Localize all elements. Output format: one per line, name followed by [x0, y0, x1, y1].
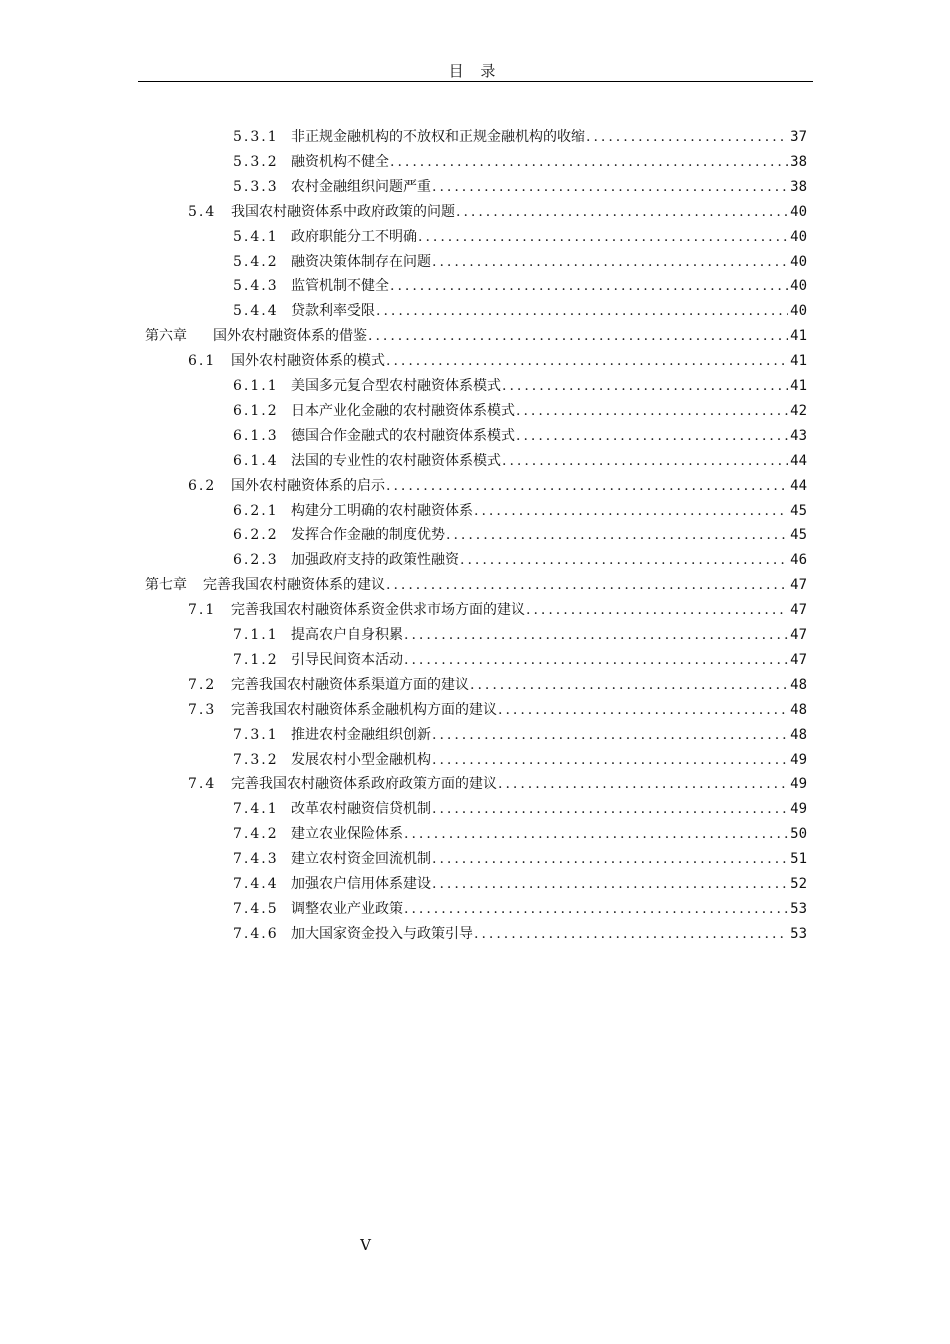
toc-dot-leader	[460, 549, 788, 571]
toc-entry-title: 提高农户自身积累	[291, 627, 403, 643]
toc-entry-title: 加大国家资金投入与政策引导	[291, 925, 473, 942]
toc-entry[interactable]	[233, 375, 807, 397]
toc-entry-number: 6.2.3	[233, 552, 279, 569]
toc-entry-number: 6.2.2	[233, 527, 279, 544]
toc-dot-leader	[474, 500, 788, 522]
toc-entry-number: 6.2	[188, 477, 217, 494]
toc-entry-number: 7.4.6	[233, 925, 279, 942]
toc-entry-number: 7.3	[188, 701, 217, 718]
toc-entry-number: 7.4.3	[233, 851, 279, 868]
toc-entry-title: 美国多元复合型农村融资体系模式	[291, 378, 501, 394]
toc-entry-number: 7.3.1	[233, 726, 279, 743]
toc-entry[interactable]	[233, 275, 807, 297]
toc-entry-page: 41	[790, 378, 807, 394]
toc-entry-title: 政府职能分工不明确	[291, 228, 417, 245]
toc-entry-number: 7.4.2	[233, 826, 279, 843]
toc-entry[interactable]	[145, 574, 807, 596]
toc-entry-number: 5.4.4	[233, 303, 279, 320]
toc-entry[interactable]	[233, 151, 807, 173]
toc-entry-page: 47	[790, 577, 807, 594]
toc-entry-number: 6.1.4	[233, 452, 279, 469]
toc-entry-title: 调整农业产业政策	[291, 900, 403, 917]
toc-entry-number: 6.1.2	[233, 402, 279, 419]
toc-entry-page: 49	[790, 801, 807, 818]
toc-entry[interactable]	[233, 749, 807, 771]
toc-entry-title: 融资机构不健全	[291, 153, 389, 170]
toc-entry-number: 7.4.5	[233, 900, 279, 917]
toc-dot-leader	[390, 151, 788, 173]
toc-entry-title: 发展农村小型金融机构	[291, 751, 431, 768]
toc-dot-leader	[526, 599, 788, 621]
toc-dot-leader	[432, 798, 788, 820]
toc-entry[interactable]	[188, 350, 807, 372]
toc-entry-page: 44	[790, 477, 807, 494]
toc-entry-title: 推进农村金融组织创新	[291, 726, 431, 743]
toc-entry-page: 41	[790, 328, 807, 345]
toc-dot-leader	[432, 848, 788, 870]
toc-entry-title: 建立农村资金回流机制	[291, 851, 431, 868]
toc-entry-number: 6.1.1	[233, 378, 279, 394]
toc-entry-title: 加强农户信用体系建设	[291, 876, 431, 892]
toc-entry-title: 农村金融组织问题严重	[291, 178, 431, 195]
toc-entry-title: 发挥合作金融的制度优势	[291, 527, 445, 544]
toc-entry-number: 5.4	[188, 203, 217, 220]
toc-entry-page: 40	[790, 278, 807, 295]
toc-entry-title: 日本产业化金融的农村融资体系模式	[291, 402, 515, 419]
toc-dot-leader	[446, 524, 788, 546]
toc-entry-title: 建立农业保险体系	[291, 826, 403, 843]
toc-entry-title: 融资决策体制存在问题	[291, 253, 431, 270]
toc-entry-number: 5.4.1	[233, 228, 279, 245]
toc-entry-page: 40	[790, 228, 807, 245]
toc-dot-leader	[432, 176, 788, 198]
toc-entry-number: 7.3.2	[233, 751, 279, 768]
toc-entry[interactable]	[233, 873, 807, 895]
toc-entry[interactable]	[233, 226, 807, 248]
toc-dot-leader	[432, 873, 788, 895]
toc-dot-leader	[516, 400, 788, 422]
toc-entry-page: 47	[790, 627, 807, 643]
toc-entry[interactable]	[233, 848, 807, 870]
toc-entry-page: 48	[790, 726, 807, 743]
toc-entry-page: 52	[790, 876, 807, 892]
toc-entry[interactable]	[188, 201, 807, 223]
toc-entry-page: 47	[790, 651, 807, 668]
toc-entry-title: 构建分工明确的农村融资体系	[291, 502, 473, 519]
toc-dot-leader	[368, 325, 788, 347]
toc-entry-page: 45	[790, 527, 807, 544]
toc-dot-leader	[432, 251, 788, 273]
toc-entry-number: 6.2.1	[233, 502, 279, 519]
toc-entry[interactable]	[233, 251, 807, 273]
toc-entry-title: 非正规金融机构的不放权和正规金融机构的收缩	[291, 129, 585, 145]
toc-entry[interactable]	[233, 450, 807, 472]
toc-entry-number: 5.4.2	[233, 253, 279, 270]
toc-entry-number: 第六章	[145, 328, 187, 345]
toc-entry-title: 加强政府支持的政策性融资	[291, 552, 459, 569]
toc-entry[interactable]	[233, 176, 807, 198]
toc-entry-number: 7.1.1	[233, 627, 279, 643]
toc-entry-page: 53	[790, 900, 807, 917]
toc-dot-leader	[404, 649, 788, 671]
toc-entry-title: 监管机制不健全	[291, 278, 389, 295]
toc-entry-page: 46	[790, 552, 807, 569]
toc-dot-leader	[404, 823, 788, 845]
toc-entry-title: 国外农村融资体系的借鉴	[213, 328, 367, 345]
toc-entry-number: 7.4.4	[233, 876, 279, 892]
toc-entry[interactable]	[233, 923, 807, 945]
toc-dot-leader	[404, 898, 788, 920]
toc-dot-leader	[386, 350, 788, 372]
toc-entry-title: 法国的专业性的农村融资体系模式	[291, 452, 501, 469]
toc-entry[interactable]	[188, 699, 807, 721]
toc-entry[interactable]	[233, 500, 807, 522]
toc-entry[interactable]	[233, 524, 807, 546]
toc-dot-leader	[386, 574, 788, 596]
toc-entry-page: 40	[790, 303, 807, 320]
toc-entry[interactable]	[233, 798, 807, 820]
toc-entry-title: 我国农村融资体系中政府政策的问题	[231, 203, 455, 220]
toc-entry[interactable]	[233, 126, 807, 148]
toc-entry[interactable]	[233, 400, 807, 422]
toc-dot-leader	[404, 624, 788, 646]
toc-dot-leader	[502, 450, 788, 472]
toc-dot-leader	[502, 375, 788, 397]
toc-entry-number: 5.3.1	[233, 129, 279, 145]
toc-dot-leader	[390, 275, 788, 297]
toc-entry-number: 7.4	[188, 776, 217, 793]
toc-entry-number: 6.1	[188, 353, 217, 370]
toc-entry-title: 完善我国农村融资体系金融机构方面的建议	[231, 701, 497, 718]
toc-entry-title: 完善我国农村融资体系渠道方面的建议	[231, 676, 469, 693]
toc-entry-title: 国外农村融资体系的模式	[231, 353, 385, 370]
toc-dot-leader	[470, 674, 788, 696]
toc-entry-page: 38	[790, 178, 807, 195]
toc-entry-number: 7.1	[188, 602, 217, 619]
toc-entry-page: 48	[790, 676, 807, 693]
toc-entry-number: 5.4.3	[233, 278, 279, 295]
toc-entry-page: 42	[790, 402, 807, 419]
toc-entry[interactable]	[188, 599, 807, 621]
toc-entry-number: 5.3.3	[233, 178, 279, 195]
toc-entry-page: 44	[790, 452, 807, 469]
toc-entry-page: 41	[790, 353, 807, 370]
toc-entry-page: 47	[790, 602, 807, 619]
toc-dot-leader	[474, 923, 788, 945]
toc-entry[interactable]	[233, 823, 807, 845]
toc-entry-page: 45	[790, 502, 807, 519]
toc-entry-title: 德国合作金融式的农村融资体系模式	[291, 427, 515, 444]
toc-entry[interactable]	[233, 549, 807, 571]
toc-dot-leader	[376, 300, 788, 322]
toc-entry-number: 5.3.2	[233, 153, 279, 170]
toc-entry[interactable]	[145, 325, 807, 347]
toc-dot-leader	[586, 126, 788, 148]
toc-entry-page: 53	[790, 925, 807, 942]
toc-dot-leader	[432, 749, 788, 771]
toc-entry[interactable]	[188, 475, 807, 497]
toc-entry-title: 完善我国农村融资体系的建议	[203, 577, 385, 594]
toc-entry[interactable]	[233, 649, 807, 671]
toc-entry[interactable]	[233, 898, 807, 920]
toc-entry-page: 50	[790, 826, 807, 843]
header-divider	[138, 81, 813, 82]
toc-entry-number: 7.1.2	[233, 651, 279, 668]
toc-entry-page: 37	[790, 129, 807, 145]
page-number: V	[360, 1236, 371, 1254]
toc-entry-page: 38	[790, 153, 807, 170]
toc-entry[interactable]	[233, 624, 807, 646]
toc-entry-number: 第七章	[145, 577, 187, 594]
toc-entry-page: 49	[790, 776, 807, 793]
toc-entry[interactable]	[188, 773, 807, 795]
toc-entry-title: 国外农村融资体系的启示	[231, 477, 385, 494]
toc-dot-leader	[498, 773, 788, 795]
toc-entry-page: 40	[790, 203, 807, 220]
toc-entry-number: 6.1.3	[233, 427, 279, 444]
toc-dot-leader	[386, 475, 788, 497]
toc-entry[interactable]	[233, 724, 807, 746]
toc-entry-page: 48	[790, 701, 807, 718]
toc-entry-title: 改革农村融资信贷机制	[291, 801, 431, 818]
toc-entry-title: 完善我国农村融资体系资金供求市场方面的建议	[231, 602, 525, 619]
toc-entry-title: 贷款利率受限	[291, 303, 375, 320]
toc-entry-number: 7.4.1	[233, 801, 279, 818]
page-header-title: 目 录	[448, 62, 502, 80]
toc-dot-leader	[498, 699, 788, 721]
toc-entry[interactable]	[233, 300, 807, 322]
toc-entry-page: 51	[790, 851, 807, 868]
toc-dot-leader	[418, 226, 788, 248]
toc-dot-leader	[516, 425, 788, 447]
toc-entry-page: 43	[790, 427, 807, 444]
toc-entry-title: 完善我国农村融资体系政府政策方面的建议	[231, 776, 497, 793]
toc-dot-leader	[456, 201, 788, 223]
toc-dot-leader	[432, 724, 788, 746]
toc-entry[interactable]	[233, 425, 807, 447]
toc-entry-page: 40	[790, 253, 807, 270]
toc-entry-title: 引导民间资本活动	[291, 651, 403, 668]
toc-entry-page: 49	[790, 751, 807, 768]
toc-entry-number: 7.2	[188, 676, 217, 693]
toc-entry[interactable]	[188, 674, 807, 696]
